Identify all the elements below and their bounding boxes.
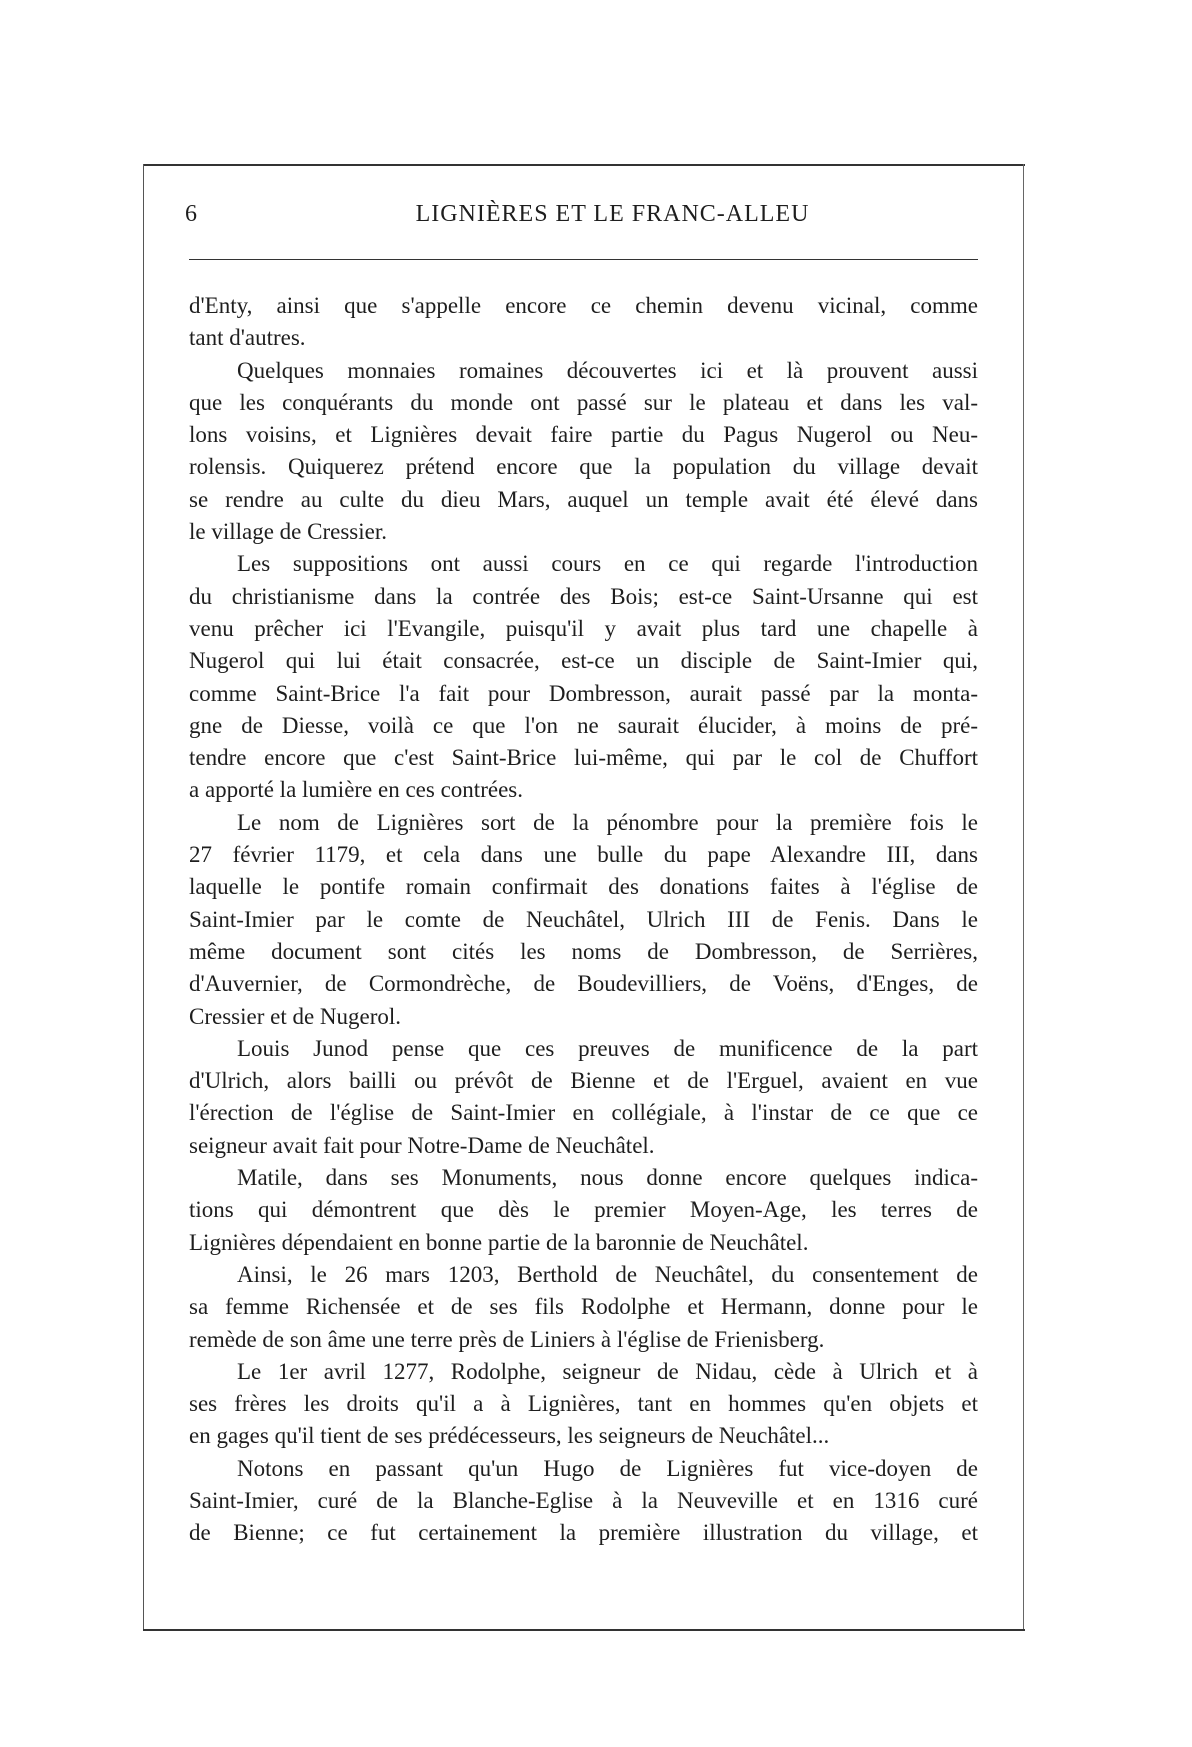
text-line: tions qui démontrent que dès le premier Moyen-Age, les terres de xyxy=(189,1197,978,1223)
text-line: que les conquérants du monde ont passé sur le plateau et dans les val- xyxy=(189,389,978,415)
text-line: en gages qu'il tient de ses prédécesseurs, les seigneurs de Neuchâtel... xyxy=(189,1423,830,1449)
text-line: Le 1er avril 1277, Rodolphe, seigneur de Nidau, cède à Ulrich et à xyxy=(237,1358,978,1384)
text-line: gne de Diesse, voilà ce que l'on ne saurait élucider, à moins de pré- xyxy=(189,712,978,738)
text-line: Nugerol qui lui était consacrée, est-ce un disciple de Saint-Imier qui, xyxy=(189,648,978,674)
text-line: Saint-Imier, curé de la Blanche-Eglise à la Neuveville et en 1316 curé xyxy=(189,1487,978,1513)
body-text xyxy=(189,290,978,1550)
text-line: de Bienne; ce fut certainement la première illustration du village, et xyxy=(189,1520,978,1546)
text-line: lons voisins, et Lignières devait faire partie du Pagus Nugerol ou Neu- xyxy=(189,422,978,448)
text-line: l'érection de l'église de Saint-Imier en collégiale, à l'instar de ce que ce xyxy=(189,1100,978,1126)
text-line: Saint-Imier par le comte de Neuchâtel, Ulrich III de Fenis. Dans le xyxy=(189,906,978,932)
text-line: d'Ulrich, alors bailli ou prévôt de Bienne et de l'Erguel, avaient en vue xyxy=(189,1068,978,1094)
running-title: LIGNIÈRES ET LE FRANC-ALLEU xyxy=(415,201,810,227)
text-line: Notons en passant qu'un Hugo de Lignières fut vice-doyen de xyxy=(237,1455,978,1481)
header-rule xyxy=(189,259,978,260)
text-line: d'Auvernier, de Cormondrèche, de Boudevilliers, de Voëns, d'Enges, de xyxy=(189,971,978,997)
text-line: Ainsi, le 26 mars 1203, Berthold de Neuchâtel, du consentement de xyxy=(237,1261,978,1287)
text-line: Lignières dépendaient en bonne partie de la baronnie de Neuchâtel. xyxy=(189,1229,809,1255)
text-line: venu prêcher ici l'Evangile, puisqu'il y avait plus tard une chapelle à xyxy=(189,615,978,641)
text-line: rolensis. Quiquerez prétend encore que la population du village devait xyxy=(189,454,978,480)
text-line: d'Enty, ainsi que s'appelle encore ce chemin devenu vicinal, comme xyxy=(189,293,978,318)
page-frame-right xyxy=(1023,164,1024,1630)
page-frame-top xyxy=(143,164,1025,166)
text-line: seigneur avait fait pour Notre-Dame de Neuchâtel. xyxy=(189,1132,655,1158)
text-line: ses frères les droits qu'il a à Lignières, tant en hommes qu'en objets et xyxy=(189,1391,978,1417)
page-frame-bottom xyxy=(143,1629,1025,1631)
text-line: tendre encore que c'est Saint-Brice lui-même, qui par le col de Chuffort xyxy=(189,745,978,771)
text-line: laquelle le pontife romain confirmait des donations faites à l'église de xyxy=(189,874,978,900)
text-line: le village de Cressier. xyxy=(189,519,387,545)
text-line: se rendre au culte du dieu Mars, auquel un temple avait été élevé dans xyxy=(189,486,978,512)
page-header xyxy=(185,196,980,232)
text-line: Le nom de Lignières sort de la pénombre pour la première fois le xyxy=(237,809,978,835)
text-line: remède de son âme une terre près de Liniers à l'église de Frienisberg. xyxy=(189,1326,825,1352)
text-line: Matile, dans ses Monuments, nous donne encore quelques indica- xyxy=(237,1165,978,1191)
text-line: Cressier et de Nugerol. xyxy=(189,1003,402,1029)
text-line: sa femme Richensée et de ses fils Rodolphe et Hermann, donne pour le xyxy=(189,1294,978,1320)
text-line: Les suppositions ont aussi cours en ce qui regarde l'introduction xyxy=(237,551,978,577)
text-line: 27 février 1179, et cela dans une bulle du pape Alexandre III, dans xyxy=(189,842,978,868)
text-line: du christianisme dans la contrée des Bois; est-ce Saint-Ursanne qui est xyxy=(189,583,978,609)
text-line: a apporté la lumière en ces contrées. xyxy=(189,777,523,803)
text-line: Louis Junod pense que ces preuves de munificence de la part xyxy=(237,1035,978,1061)
page-number: 6 xyxy=(185,201,197,227)
text-line: même document sont cités les noms de Dombresson, de Serrières, xyxy=(189,938,978,964)
text-line: Quelques monnaies romaines découvertes ici et là prouvent aussi xyxy=(237,357,978,383)
text-line: tant d'autres. xyxy=(189,325,306,351)
text-line: comme Saint-Brice l'a fait pour Dombresson, aurait passé par la monta- xyxy=(189,680,978,706)
page-frame-left xyxy=(143,164,144,1630)
